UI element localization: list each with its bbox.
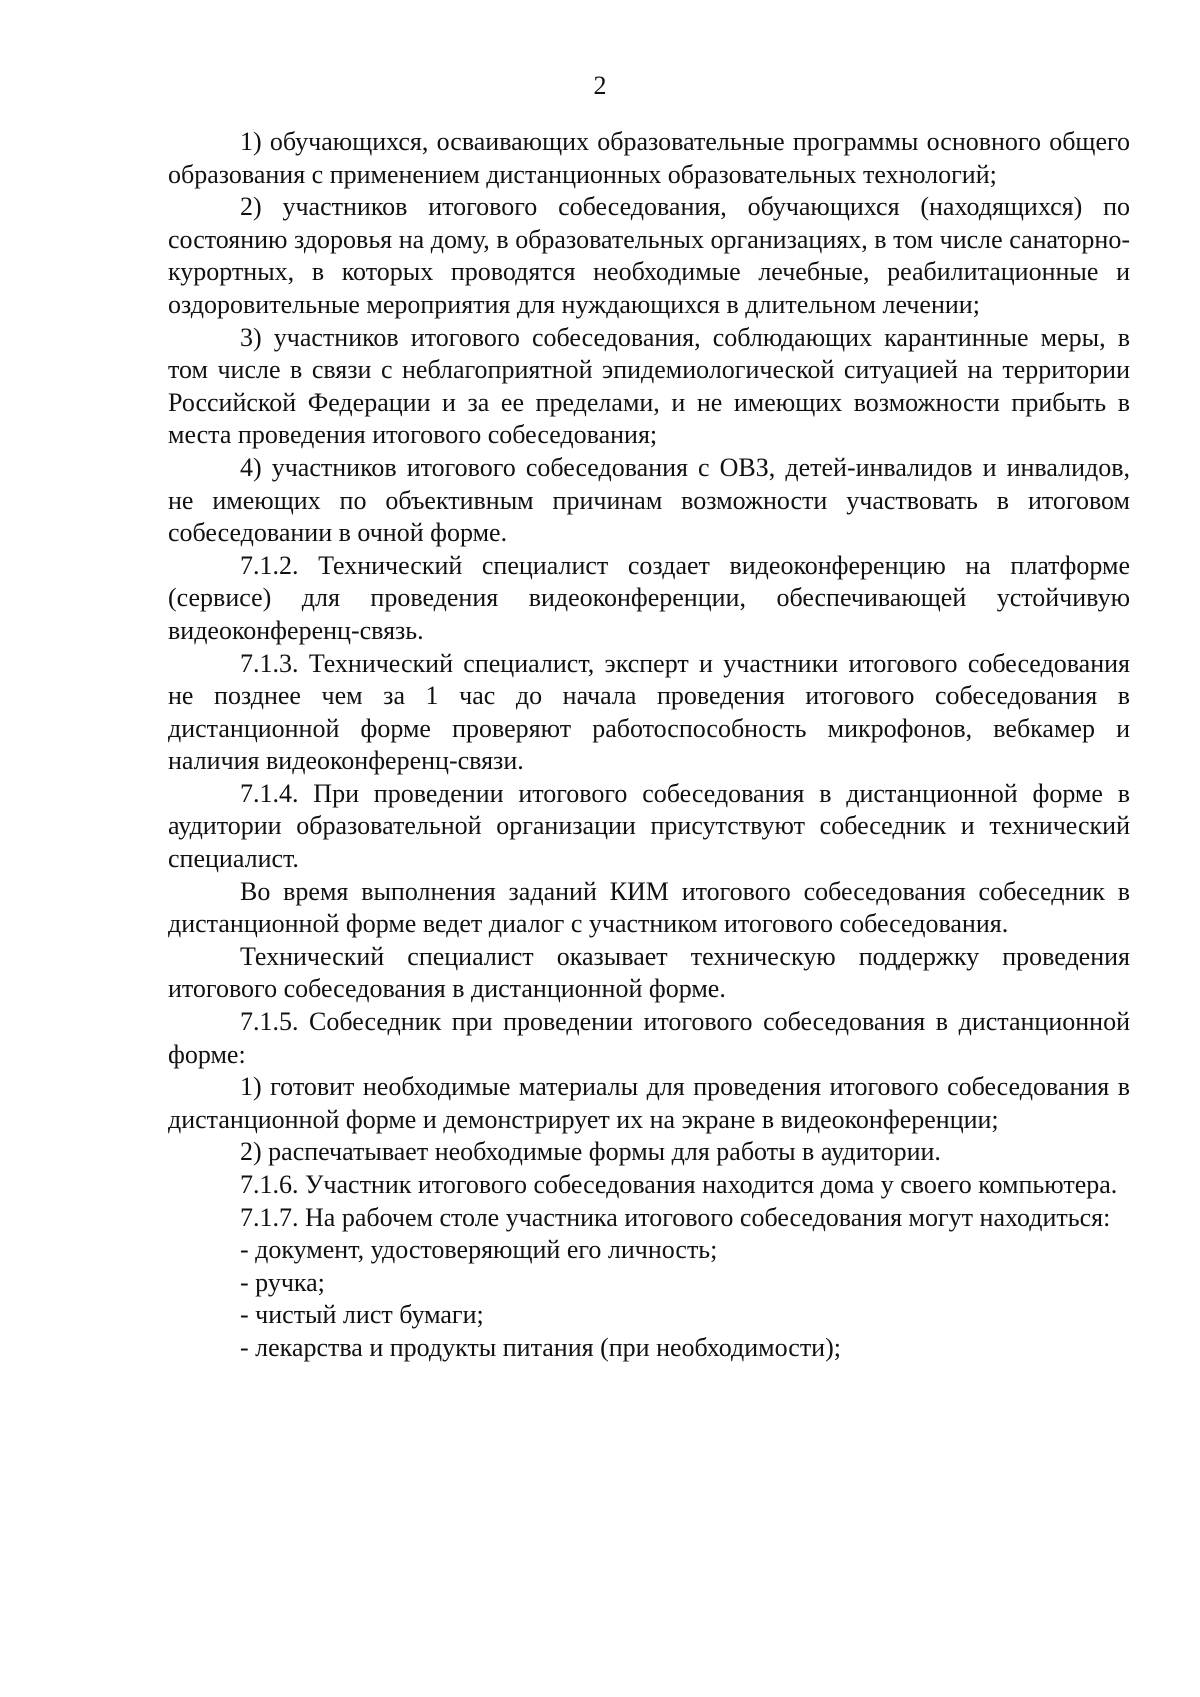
paragraph-kim-dialog: Во время выполнения заданий КИМ итогового собеседования собеседник в дистанционной форме ведет диалог с участником итогового собеседования. [168,876,1130,939]
list-item: - лекарства и продукты питания (при необходимости); [240,1332,841,1362]
paragraph-7-1-6: 7.1.6. Участник итогового собеседования находится дома у своего компьютера. [240,1170,1118,1199]
paragraph-item-2-home-health: 2) участников итогового собеседования, обучающихся (находящихся) по состоянию здоровья на дому, в образовательных организациях, в том числе санаторно-курортных, в которых проводятся необходимые лечебные, реабилитационные и оздоровительные мероприятия для нуждающихся в длительном лечении; [168,192,1130,319]
paragraph-item-1-students-remote: 1) обучающихся, осваивающих образовательные программы основного общего образования с применением дистанционных образовательных технологий; [168,127,1130,189]
page-number: 2 [593,71,607,100]
paragraph-tech-support: Технический специалист оказывает техническую поддержку проведения итогового собеседования в дистанционной форме. [168,941,1130,1004]
list-item: - документ, удостоверяющий его личность; [240,1235,718,1265]
paragraph-item-4-disabilities: 4) участников итогового собеседования с ОВЗ, детей-инвалидов и инвалидов, не имеющих по объективным причинам возможности участвовать в итоговом собеседовании в очной форме. [168,452,1130,548]
paragraph-7-1-5: 7.1.5. Собеседник при проведении итогового собеседования в дистанционной форме: [168,1007,1130,1069]
paragraph-prepare-materials: 1) готовит необходимые материалы для проведения итогового собеседования в дистанционной форме и демонстрирует их на экране в видеоконференции; [168,1072,1130,1134]
list-item: - чистый лист бумаги; [240,1300,484,1330]
paragraph-7-1-4: 7.1.4. При проведении итогового собеседования в дистанционной форме в аудитории образовательной организации присутствуют собеседник и технический специалист. [168,778,1130,874]
paragraph-7-1-3: 7.1.3. Технический специалист, эксперт и участники итогового собеседования не позднее чем за 1 час до начала проведения итогового собеседования в дистанционной форме проверяют работоспособность микрофонов, вебкамер и наличия видеоконференц-связи. [168,648,1130,776]
list-item: - ручка; [240,1267,325,1297]
document-body [168,126,1130,1365]
paragraph-item-3-quarantine: 3) участников итогового собеседования, соблюдающих карантинные меры, в том числе в связи с неблагоприятной эпидемиологической ситуацией на территории Российской Федерации и за ее пределами, и не имеющих возможности прибыть в места проведения итогового собеседования; [168,322,1130,450]
paragraph-print-forms: 2) распечатывает необходимые формы для работы в аудитории. [240,1137,941,1167]
paragraph-7-1-2: 7.1.2. Технический специалист создает видеоконференцию на платформе (сервисе) для проведения видеоконференции, обеспечивающей устойчивую видеоконференц-связь. [168,550,1130,645]
paragraph-7-1-7: 7.1.7. На рабочем столе участника итогового собеседования могут находиться: [240,1202,1111,1232]
